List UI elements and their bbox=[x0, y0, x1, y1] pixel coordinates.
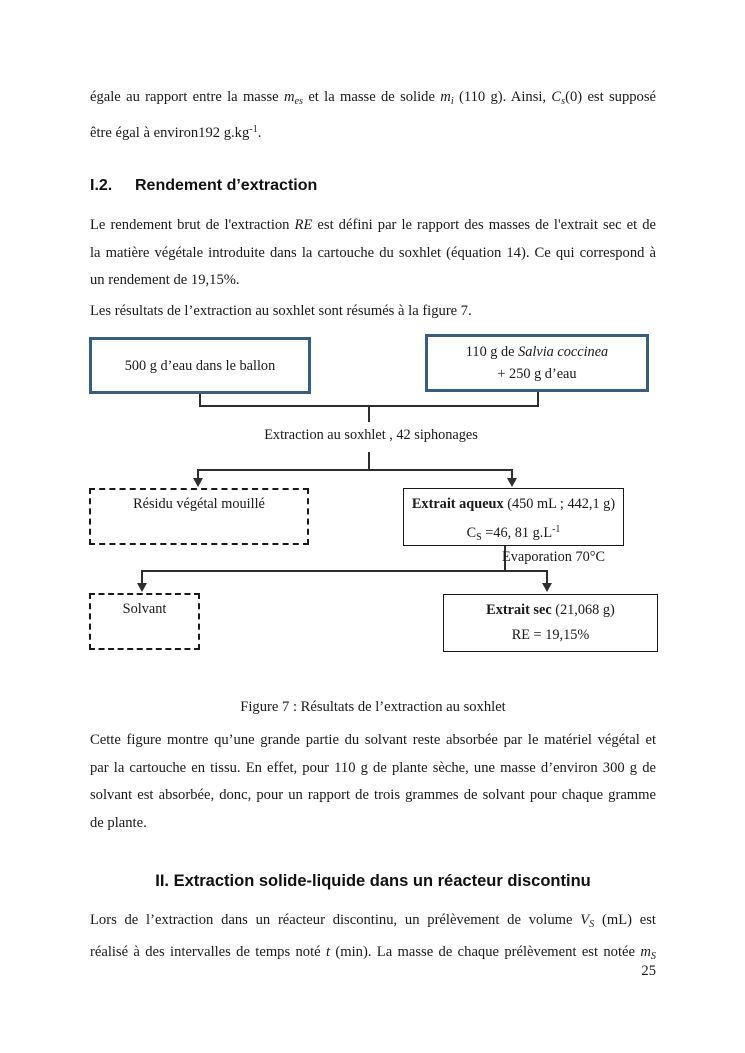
paragraph-figure-discussion bbox=[90, 727, 656, 837]
paragraph-line: Lors de l’extraction dans un réacteur discontinu, un prélèvement de volume $V_S$ (mL) est bbox=[90, 912, 656, 931]
paragraph-cs0 bbox=[90, 84, 656, 147]
arrow-to-residue-head-icon bbox=[193, 478, 203, 487]
flowchart-box-dry-line1: Extrait sec (21,068 g) bbox=[486, 602, 615, 618]
flowchart-box-plant-line1: 110 g de Salvia coccinea bbox=[465, 344, 609, 360]
paragraph-rendement bbox=[90, 212, 656, 295]
paragraph-line: la matière végétale introduite dans la cartouche du soxhlet (équation 14). Ce qui correspond à bbox=[90, 244, 656, 261]
figure-caption: Figure 7 : Résultats de l’extraction au soxhlet bbox=[240, 699, 506, 715]
section-number: I.2. bbox=[90, 177, 113, 194]
paragraph-line: réalisé à des intervalles de temps noté t (min). La masse de chaque prélèvement est notée $m_S$ bbox=[90, 943, 656, 962]
section-title: Rendement d’extraction bbox=[135, 177, 318, 194]
paragraph-reacteur bbox=[90, 907, 656, 970]
paragraph-line: Cette figure montre qu’une grande partie du solvant reste absorbée par le matériel végétal et bbox=[90, 732, 656, 748]
flowchart-label-evaporation: Evaporation 70°C bbox=[502, 549, 605, 565]
arrow-to-solvent-head-icon bbox=[137, 583, 147, 592]
arrow-to-dry-extract-head-icon bbox=[542, 583, 552, 592]
connector-split-horizontal bbox=[197, 469, 513, 471]
flowchart-box-water bbox=[89, 337, 311, 394]
section-heading-reacteur: II. Extraction solide-liquide dans un réacteur discontinu bbox=[155, 872, 591, 890]
paragraph-resultats bbox=[90, 298, 656, 326]
flowchart-box-aqueous-line1: Extrait aqueux (450 mL ; 442,1 g) bbox=[411, 496, 616, 512]
arrow-to-dry-extract-stem bbox=[546, 570, 548, 584]
flowchart-label-extraction: Extraction au soxhlet , 42 siphonages bbox=[264, 427, 478, 443]
connector-evaporation-horizontal bbox=[141, 570, 548, 572]
arrow-to-aqueous-head-icon bbox=[507, 478, 517, 487]
arrow-to-solvent-stem bbox=[141, 570, 143, 584]
paragraph-line: être égal à environ192 $g.kg^{-1}$. bbox=[90, 123, 262, 141]
paragraph-line: égale au rapport entre la masse $m_{es}$ et la masse de solide $m_i$ (110 g). Ainsi, $C_s(0)$ est supposé bbox=[90, 89, 656, 108]
flowchart-box-solvent-label: Solvant bbox=[122, 601, 167, 617]
paragraph-line: Le rendement brut de l'extraction RE est défini par le rapport des masses de l'extrait sec et de bbox=[90, 217, 656, 233]
flowchart-box-dry-line2: RE = 19,15% bbox=[511, 627, 590, 643]
flowchart-box-residue bbox=[89, 488, 309, 545]
flowchart-box-aqueous bbox=[403, 488, 624, 546]
page-number: 25 bbox=[641, 963, 656, 979]
flowchart-box-water-label: 500 g d’eau dans le ballon bbox=[124, 357, 276, 374]
paragraph-line: par la cartouche en tissu. En effet, pour 110 g de plante sèche, une masse d’environ 300 g de bbox=[90, 759, 656, 776]
flowchart-box-aqueous-line2: $C_S =46$, 81 $g.L^{-1}$ bbox=[466, 524, 561, 543]
paragraph-line: de plante. bbox=[90, 814, 147, 831]
paragraph-line: un rendement de 19,15%. bbox=[90, 272, 240, 289]
paragraph-line: solvant est absorbée, donc, pour un rapport de trois grammes de solvant pour chaque gramme bbox=[90, 787, 656, 804]
section-heading-rendement bbox=[90, 177, 317, 195]
flowchart-box-plant-line2: + 250 g d’eau bbox=[497, 366, 577, 382]
connector-center-vertical-upper bbox=[368, 405, 370, 422]
flowchart-box-residue-label: Résidu végétal mouillé bbox=[133, 496, 265, 512]
flowchart-box-plant bbox=[425, 334, 649, 392]
flowchart-box-dry-extract bbox=[443, 594, 658, 652]
paragraph-line: Les résultats de l’extraction au soxhlet sont résumés à la figure 7. bbox=[90, 303, 472, 319]
flowchart-box-solvent bbox=[89, 593, 200, 650]
